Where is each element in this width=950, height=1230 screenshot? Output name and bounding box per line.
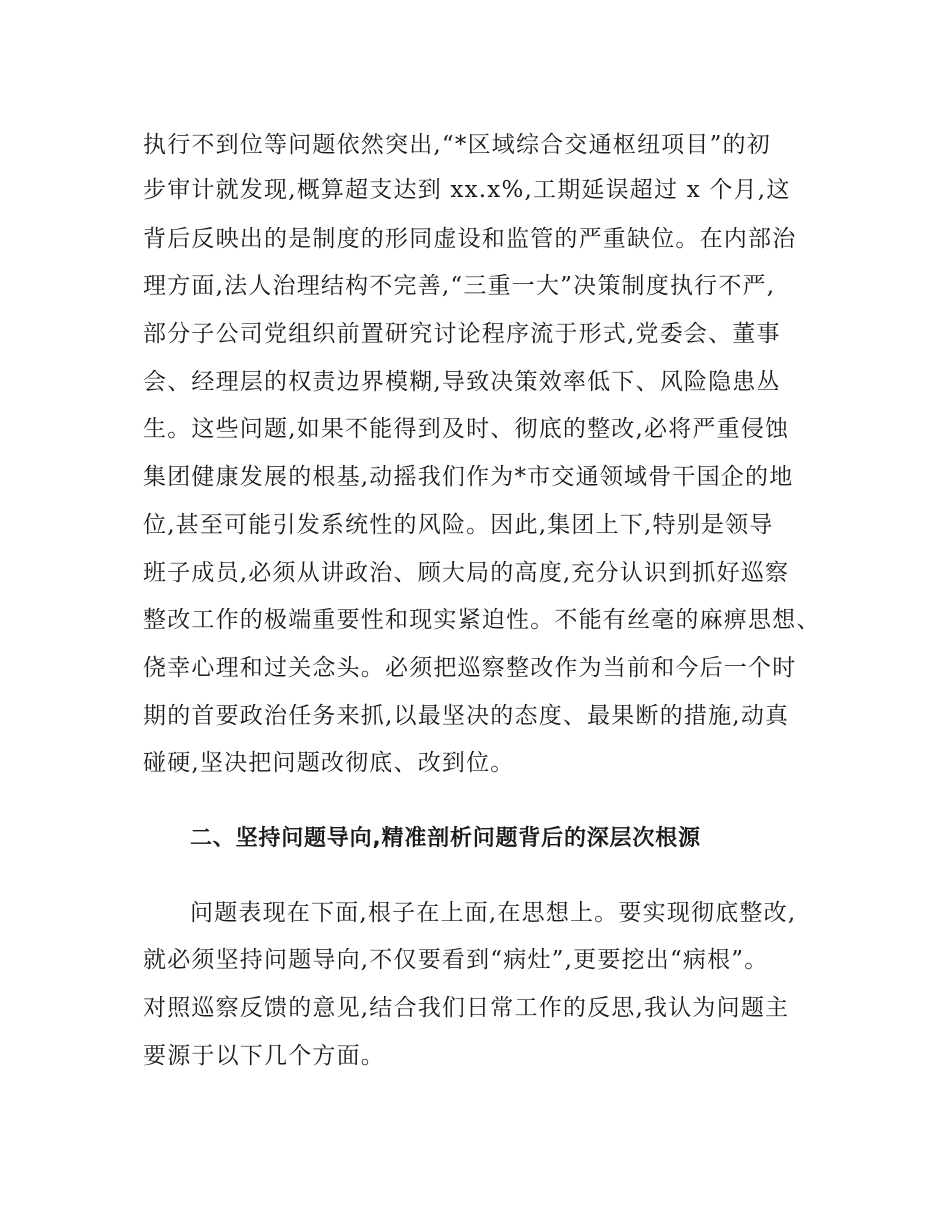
text-line: 理方面,法人治理结构不完善,“三重一大”决策制度执行不严, xyxy=(143,273,776,299)
text-line: 整改工作的极端重要性和现实紧迫性。不能有丝毫的麻痹思想、 xyxy=(143,607,821,633)
text-line: 就必须坚持问题导向,不仅要看到“病灶”,更要挖出“病根”。 xyxy=(143,947,769,973)
text-line: 背后反映出的是制度的形同虚设和监管的严重缺位。在内部治 xyxy=(143,226,797,252)
text-line: 集团健康发展的根基,动摇我们作为*市交通领域骨干国企的地 xyxy=(143,464,794,490)
text-line: 执行不到位等问题依然突出,“*区域综合交通枢纽项目”的初 xyxy=(143,132,771,158)
text-line: 班子成员,必须从讲政治、顾大局的高度,充分认识到抓好巡察 xyxy=(143,560,790,586)
text-line: 要源于以下几个方面。 xyxy=(143,1043,385,1069)
text-line: 问题表现在下面,根子在上面,在思想上。要实现彻底整改, xyxy=(190,900,797,926)
text-line: 期的首要政治任务来抓,以最坚决的态度、最果断的措施,动真 xyxy=(143,703,790,729)
text-line: 碰硬,坚决把问题改彻底、改到位。 xyxy=(143,750,515,776)
text-line: 侥幸心理和过关念头。必须把巡察整改作为当前和今后一个时 xyxy=(143,655,797,681)
text-line: 步审计就发现,概算超支达到 xx.x%,工期延误超过 x 个月,这 xyxy=(143,177,791,203)
section-heading: 二、坚持问题导向,精准剖析问题背后的深层次根源 xyxy=(190,826,701,851)
text-line: 生。这些问题,如果不能得到及时、彻底的整改,必将严重侵蚀 xyxy=(143,416,790,442)
text-line: 对照巡察反馈的意见,结合我们日常工作的反思,我认为问题主 xyxy=(143,995,790,1021)
text-line: 会、经理层的权责边界模糊,导致决策效率低下、风险隐患丛 xyxy=(143,369,781,395)
text-line: 位,甚至可能引发系统性的风险。因此,集团上下,特别是领导 xyxy=(143,512,774,538)
text-line: 部分子公司党组织前置研究讨论程序流于形式,党委会、董事 xyxy=(143,321,781,347)
